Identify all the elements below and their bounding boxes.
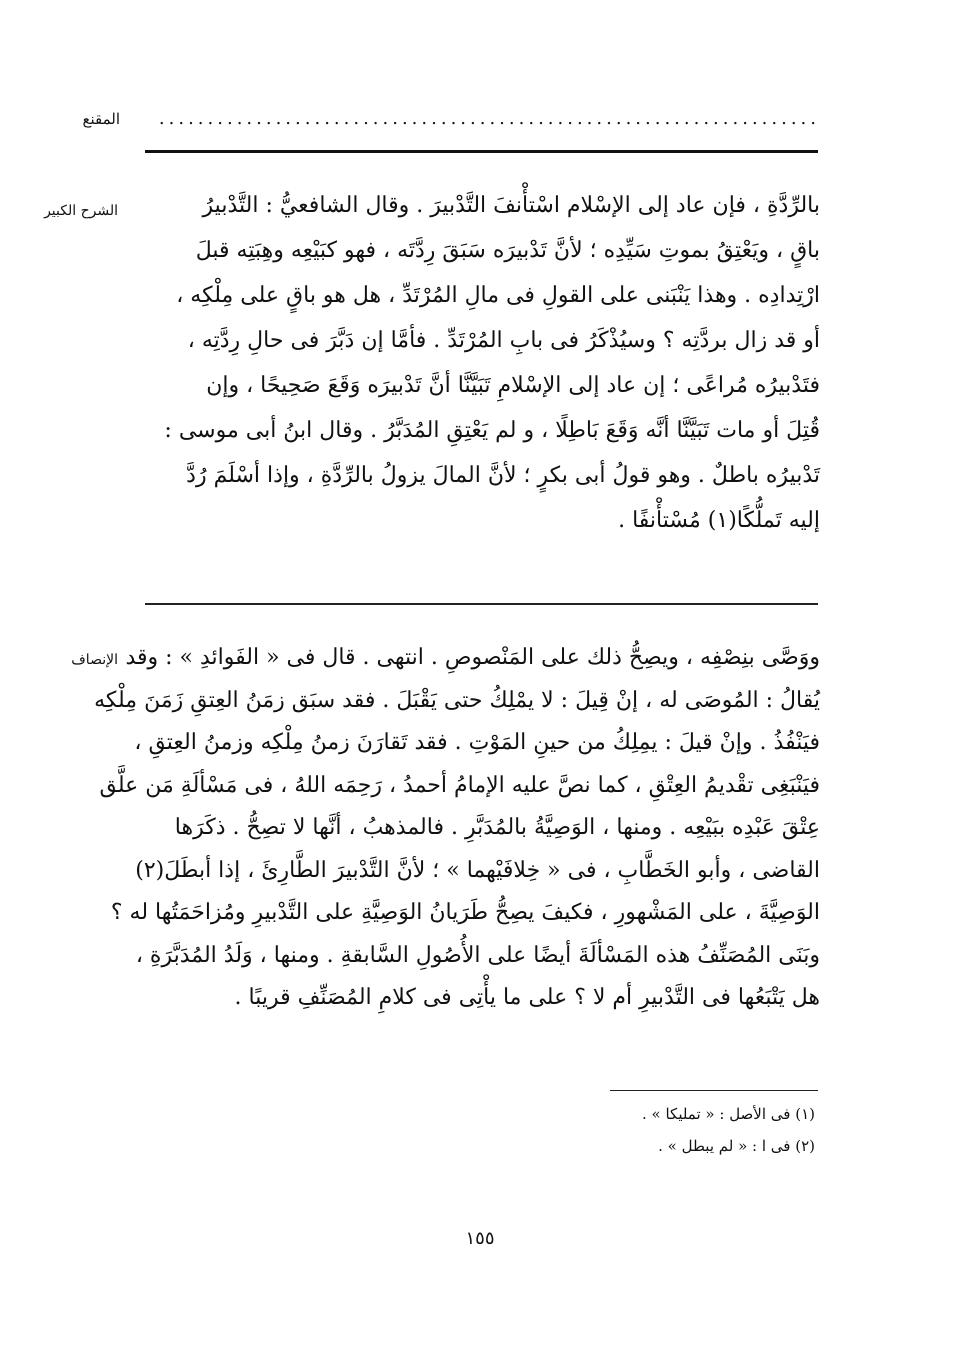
text-line: تَدْبيرُه باطلٌ . وهو قولُ أبى بكرٍ ؛ لأنَّ المالَ يزولُ بالرِّدَّةِ ، وإذا أسْلَمَ رُدَّ	[186, 463, 820, 488]
footnotes	[420, 1098, 815, 1162]
section-label-insaf: الإنصاف	[71, 652, 118, 668]
header-dotted-leader: ....................................................................	[158, 108, 820, 129]
book-title: المقنع	[82, 110, 120, 128]
text-line: القاضى ، وأبو الخَطَّابِ ، فى « خِلافَيْهما » ؛ لأنَّ التَّدْبيرَ الطَّارِئَ ، إذا أبطَلَ(٢)	[135, 857, 820, 883]
text-line: فيَنْبَغِى تقْديمُ العِتْقِ ، كما نصَّ عليه الإمامُ أحمدُ ، رَحِمَه اللهُ ، فى مَسْألَةِ مَن علَّق	[99, 772, 820, 798]
text-line: إليه تَملُّكًا(١) مُسْتأْنفًا .	[618, 508, 820, 533]
text-line: يُقالُ : المُوصَى له ، إنْ قِيلَ : لا يمْلِكُ حتى يَقْبَلَ . فقد سبَق زمَنُ العِتقِ زَمَنَ مِلْكِه	[94, 687, 820, 713]
sharh-kabir-text	[140, 183, 820, 543]
footnote-2: (٢) فى ا : « لم يبطل » .	[658, 1137, 815, 1155]
text-line: أو قد زال بردَّتِه ؟ وسيُذْكَرُ فى بابِ المُرْتَدِّ . فأمَّا إن دَبَّرَ فى حالِ رِدَّتِه ،	[187, 328, 820, 353]
header-rule	[145, 150, 818, 153]
text-line: فيَنْفُذُ . وإنْ قيلَ : يمِلِكُ من حينِ المَوْتِ . فقد تَقارَنَ زمنُ مِلْكِه وزمنُ العِتقِ ،	[134, 730, 820, 755]
text-line: عِتْقَ عَبْدِه ببَيْعِه . ومنها ، الوَصِيَّةُ بالمُدَبَّرِ . فالمذهبُ ، أنَّها لا تصِحُّ . ذكَرَها	[174, 815, 820, 840]
text-line: فتَدْبيرُه مُراعًى ؛ إن عاد إلى الإسْلامِ تَبَيَّنَّا أنَّ تَدْبيرَه وَقَعَ صَحِيحًا ، وإن	[206, 373, 820, 398]
text-line: ووَصَّى بنِصْفِه ، ويصِحُّ ذلك على المَنْصوصِ . انتهى . قال فى « الفَوائدِ » : وقد	[125, 645, 820, 670]
footnote-1: (١) فى الأصل : « تمليكا » .	[641, 1105, 815, 1123]
text-line: الوَصِيَّةَ ، على المَشْهورِ ، فكيفَ يصِحُّ طَرَيانُ الوَصِيَّةِ على التَّدْبيرِ ومُزاحَمَتُها له ؟	[110, 900, 820, 925]
section-label-sharh-kabir: الشرح الكبير	[44, 203, 118, 219]
page-number: ١٥٥	[465, 1228, 495, 1249]
text-line: قُتِلَ أو مات تَبَيَّنَّا أنَّه وَقَعَ بَاطِلًا ، و لم يَعْتِقِ المُدَبَّرُ . وقال ابنُ أبى موسى :	[164, 418, 820, 443]
text-line: وبَنَى المُصَنِّفُ هذه المَسْألَةَ أيضًا على الأُصُولِ السَّابقةِ . ومنها ، وَلَدُ المُدَبَّرَةِ ،	[135, 942, 820, 968]
text-line: ارْتِدادِه . وهذا يَنْبَنى على القولِ فى مالِ المُرْتَدِّ ، هل هو باقٍ على مِلْكِه ،	[176, 283, 820, 308]
text-line: بالرِّدَّةِ ، فإن عاد إلى الإسْلام اسْتأْنفَ التَّدْبيرَ . وقال الشافعيُّ : التَّدْبيرُ	[202, 193, 820, 218]
section-separator	[145, 603, 818, 605]
footnote-rule	[610, 1090, 818, 1091]
text-line: هل يَتْبَعُها فى التَّدْبيرِ أم لا ؟ على ما يأْتِى فى كلامِ المُصَنِّفِ قريبًا .	[234, 985, 820, 1010]
text-line: باقٍ ، ويَعْتِقُ بموتِ سَيِّدِه ؛ لأنَّ تَدْبيرَه سَبَقَ رِدَّتَه ، فهو كبَيْعِه وهِبَتِه قبلَ	[195, 238, 820, 263]
